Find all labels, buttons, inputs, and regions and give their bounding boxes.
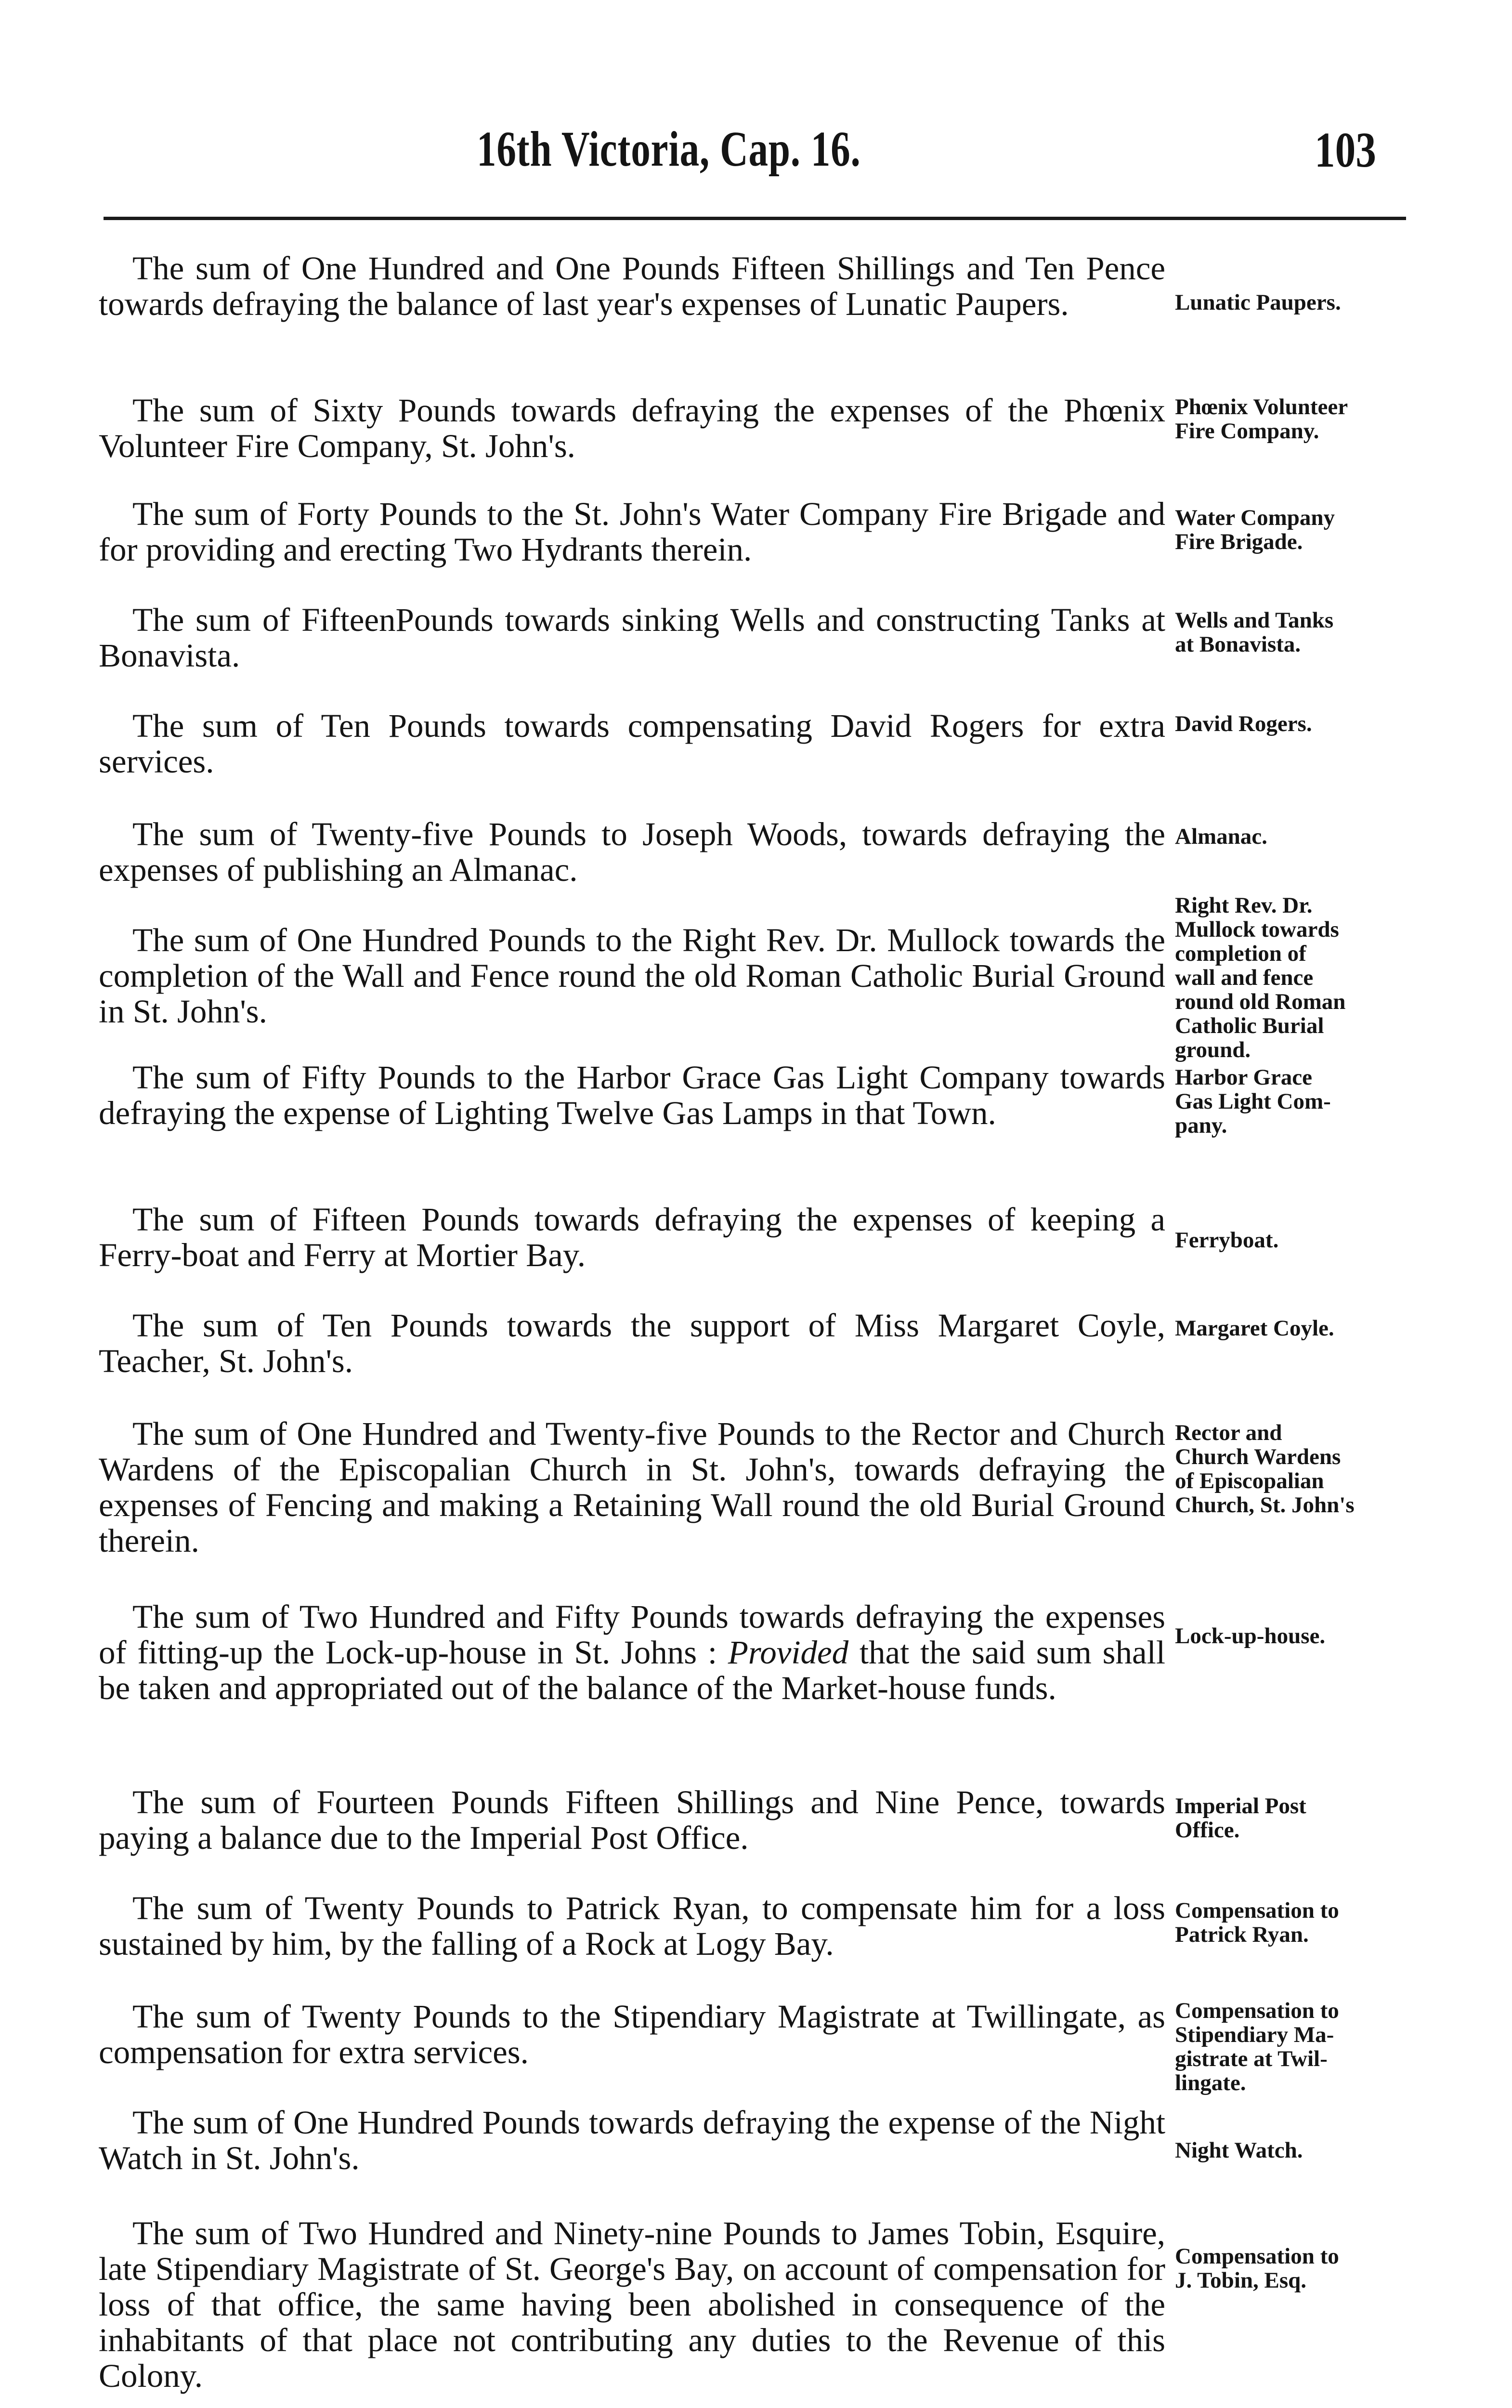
- margin-note-david-rogers: David Rogers.: [1175, 711, 1312, 736]
- margin-note-james-tobin: Compensation to J. Tobin, Esq.: [1175, 2244, 1339, 2293]
- margin-note-phoenix-fire-company: Phœnix Volunteer Fire Company.: [1175, 394, 1348, 444]
- margin-note-lock-up-house: Lock-up-house.: [1175, 1623, 1326, 1649]
- margin-note-ferryboat: Ferryboat.: [1175, 1228, 1279, 1253]
- appropriation-margaret-coyle: The sum of Ten Pounds towards the support of Miss Margaret Coyle, Teacher, St. John's.: [99, 1307, 1165, 1379]
- appropriation-patrick-ryan: The sum of Twenty Pounds to Patrick Ryan, to compensate him for a loss sustained by him, by the falling of a Rock at Logy Bay.: [99, 1890, 1165, 1962]
- appropriation-gas-light: The sum of Fifty Pounds to the Harbor Grace Gas Light Company towards defraying the expense of Lighting Twelve Gas Lamps in that Town.: [99, 1059, 1165, 1131]
- appropriation-david-rogers: The sum of Ten Pounds towards compensating David Rogers for extra services.: [99, 707, 1165, 780]
- margin-note-night-watch: Night Watch.: [1175, 2138, 1303, 2163]
- lock-up-text-after: that the said sum shall be taken and appropriated out of the balance of the Market-house funds.: [99, 1634, 1165, 1706]
- appropriation-twillingate-magistrate: The sum of Twenty Pounds to the Stipendiary Magistrate at Twillingate, as compensation for extra services.: [99, 1998, 1165, 2070]
- appropriation-almanac: The sum of Twenty-five Pounds to Joseph Woods, towards defraying the expenses of publishing an Almanac.: [99, 816, 1165, 888]
- lock-up-text-before: The sum of Two Hundred and Fifty Pounds towards defraying the expenses of fitting-up the Lock-up-house in St. Johns :: [99, 1598, 1165, 1671]
- appropriation-lunatic-paupers: The sum of One Hundred and One Pounds Fifteen Shillings and Ten Pence towards defraying the balance of last year's expenses of Lunatic Paupers.: [99, 250, 1165, 322]
- appropriation-episcopalian-church: The sum of One Hundred and Twenty-five Pounds to the Rector and Church Wardens of the Episcopalian Church in St. John's, towards defraying the expenses of Fencing and making a Retaining Wall round the old Burial Ground therein.: [99, 1415, 1165, 1559]
- margin-note-twillingate: Compensation to Stipendiary Ma- gistrate at Twil- lingate.: [1175, 1998, 1339, 2095]
- page-number: 103: [1315, 122, 1376, 178]
- appropriation-imperial-post-office: The sum of Fourteen Pounds Fifteen Shillings and Nine Pence, towards paying a balance due to the Imperial Post Office.: [99, 1784, 1165, 1856]
- appropriation-lock-up-house: [99, 1599, 1165, 1706]
- margin-note-rector-church-wardens: Rector and Church Wardens of Episcopalian Church, St. John's: [1175, 1420, 1355, 1518]
- margin-note-harbor-grace-gas: Harbor Grace Gas Light Com- pany.: [1175, 1065, 1331, 1138]
- appropriation-mullock-burial-ground: The sum of One Hundred Pounds to the Right Rev. Dr. Mullock towards the completion of the Wall and Fence round the old Roman Catholic Burial Ground in St. John's.: [99, 922, 1165, 1030]
- appropriation-water-company: The sum of Forty Pounds to the St. John's Water Company Fire Brigade and for providing and erecting Two Hydrants therein.: [99, 496, 1165, 568]
- margin-note-imperial-post-office: Imperial Post Office.: [1175, 1793, 1306, 1843]
- margin-note-margaret-coyle: Margaret Coyle.: [1175, 1316, 1334, 1341]
- header-rule: [104, 217, 1406, 220]
- margin-note-water-company: Water Company Fire Brigade.: [1175, 505, 1335, 554]
- margin-note-almanac: Almanac.: [1175, 824, 1267, 849]
- appropriation-phoenix-fire-company: The sum of Sixty Pounds towards defraying the expenses of the Phœnix Volunteer Fire Company, St. John's.: [99, 392, 1165, 464]
- appropriation-james-tobin: The sum of Two Hundred and Ninety-nine Pounds to James Tobin, Esquire, late Stipendiary Magistrate of St. George's Bay, on account of compensation for loss of that office, the same having been abolished in consequence of the inhabitants of that place not contributing any duties to the Revenue of this Colony.: [99, 2215, 1165, 2394]
- margin-note-wells-tanks: Wells and Tanks at Bonavista.: [1175, 608, 1334, 657]
- running-title: 16th Victoria, Cap. 16.: [477, 121, 861, 177]
- appropriation-night-watch: The sum of One Hundred Pounds towards defraying the expense of the Night Watch in St. John's.: [99, 2104, 1165, 2176]
- proviso-emphasis: Provided: [728, 1634, 849, 1671]
- margin-note-lunatic-paupers: Lunatic Paupers.: [1175, 290, 1341, 315]
- margin-note-mullock: Right Rev. Dr. Mullock towards completion of wall and fence round old Roman Catholic Burial ground.: [1175, 893, 1346, 1062]
- margin-note-patrick-ryan: Compensation to Patrick Ryan.: [1175, 1898, 1339, 1947]
- appropriation-ferryboat: The sum of Fifteen Pounds towards defraying the expenses of keeping a Ferry-boat and Ferry at Mortier Bay.: [99, 1201, 1165, 1273]
- appropriation-wells-tanks: The sum of FifteenPounds towards sinking Wells and constructing Tanks at Bonavista.: [99, 602, 1165, 674]
